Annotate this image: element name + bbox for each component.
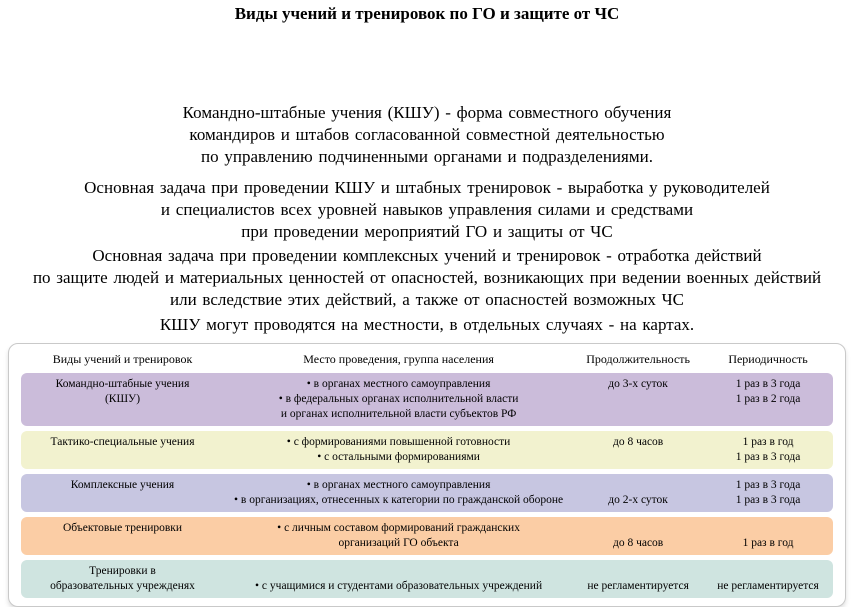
cell-line: • в федеральных органах исполнительной власти xyxy=(278,393,519,405)
header-cell-types: Виды учений и тренировок xyxy=(52,352,193,366)
table-row-object xyxy=(21,517,833,555)
table-row-tactical xyxy=(21,431,833,469)
cell-line: • с учащимися и студентами образовательных учреждений xyxy=(255,580,543,592)
header-cell-duration: Продолжительность xyxy=(586,352,690,366)
cell-frequency xyxy=(703,435,833,465)
paragraph-line: и специалистов всех уровней навыков управления силами и средствами xyxy=(160,200,694,219)
cell-line: 1 раз в год xyxy=(742,537,794,549)
cell-line: • с формированиями повышенной готовности xyxy=(286,436,511,448)
page-title: Виды учений и тренировок по ГО и защите от ЧС xyxy=(234,4,620,23)
cell-line: (КШУ) xyxy=(104,393,141,405)
cell-type xyxy=(21,521,224,551)
cell-line: • с остальными формированиями xyxy=(317,451,480,463)
cell-line: Тактико-специальные учения xyxy=(50,436,195,448)
cell-line: до 8 часов xyxy=(612,436,664,448)
paragraph-line: КШУ могут проводятся на местности, в отдельных случаях - на картах. xyxy=(159,315,695,334)
cell-line: 1 раз в 3 года xyxy=(735,378,801,390)
cell-type xyxy=(21,478,224,508)
cell-location xyxy=(224,564,573,594)
header-cell-location: Место проведения, группа населения xyxy=(303,352,494,366)
paragraph-kshu-definition xyxy=(0,102,854,168)
cell-frequency xyxy=(703,564,833,594)
cell-line: 1 раз в 3 года xyxy=(735,451,801,463)
cell-duration xyxy=(573,564,703,594)
paragraph-complex-task xyxy=(0,245,854,311)
cell-location xyxy=(224,478,573,508)
cell-frequency xyxy=(703,478,833,508)
paragraph-line: по управлению подчиненными органами и подразделениями. xyxy=(201,147,653,166)
paragraph-line: Командно-штабные учения (КШУ) - форма совместного обучения xyxy=(182,103,672,122)
cell-line: • в органах местного самоуправления xyxy=(306,378,491,390)
paragraph-line: Основная задача при проведении КШУ и штабных тренировок - выработка у руководителей xyxy=(84,178,770,197)
cell-frequency xyxy=(703,521,833,551)
paragraph-kshu-task xyxy=(0,177,854,243)
cell-type xyxy=(21,435,224,465)
cell-line: до 3-х суток xyxy=(608,378,668,390)
header-cell-frequency: Периодичность xyxy=(728,352,808,366)
cell-duration xyxy=(573,377,703,422)
paragraph-line: при проведении мероприятий ГО и защиты от ЧС xyxy=(241,222,613,241)
paragraph-line: Основная задача при проведении комплексных учений и тренировок - отработка действий xyxy=(92,246,762,265)
cell-line: 1 раз в 2 года xyxy=(735,393,801,405)
training-types-table xyxy=(8,343,846,607)
cell-line: 1 раз в 3 года xyxy=(735,479,801,491)
cell-location xyxy=(224,435,573,465)
paragraph-line: командиров и штабов согласованной совместной деятельностью xyxy=(189,125,665,144)
table-header-row xyxy=(9,350,845,373)
cell-duration xyxy=(573,435,703,465)
paragraph-line: или вследствие этих действий, а также от опасностей возможных ЧС xyxy=(169,290,685,309)
cell-line: не регламентируется xyxy=(587,580,689,592)
cell-location xyxy=(224,521,573,551)
cell-line: до 8 часов xyxy=(612,537,664,549)
cell-line: организаций ГО объекта xyxy=(338,537,459,549)
cell-duration xyxy=(573,521,703,551)
table-row-complex xyxy=(21,474,833,512)
cell-line: • в органах местного самоуправления xyxy=(306,479,491,491)
cell-line: и органах исполнительной власти субъектов РФ xyxy=(280,408,517,420)
cell-duration xyxy=(573,478,703,508)
cell-line: Командно-штабные учения xyxy=(55,378,190,390)
cell-type xyxy=(21,564,224,594)
paragraph-kshu-location xyxy=(0,314,854,336)
cell-line: 1 раз в 3 года xyxy=(735,494,801,506)
cell-line: • с личным составом формирований гражданских xyxy=(277,522,520,534)
cell-line: Объектовые тренировки xyxy=(62,522,183,534)
cell-type xyxy=(21,377,224,422)
paragraph-line: по защите людей и материальных ценностей от опасностей, возникающих при ведении военных действий xyxy=(32,268,822,287)
cell-line: образовательных учрежденях xyxy=(50,580,195,592)
table-row-education xyxy=(21,560,833,598)
cell-line: Тренировки в xyxy=(89,565,156,577)
cell-line: • в организациях, отнесенных к категории по гражданской обороне xyxy=(234,494,564,506)
cell-frequency xyxy=(703,377,833,422)
cell-location xyxy=(224,377,573,422)
cell-line: Комплексные учения xyxy=(70,479,175,491)
cell-line: до 2-х суток xyxy=(608,494,668,506)
cell-line: 1 раз в год xyxy=(742,436,794,448)
cell-line: не регламентируется xyxy=(717,580,819,592)
table-row-kshu xyxy=(21,373,833,426)
